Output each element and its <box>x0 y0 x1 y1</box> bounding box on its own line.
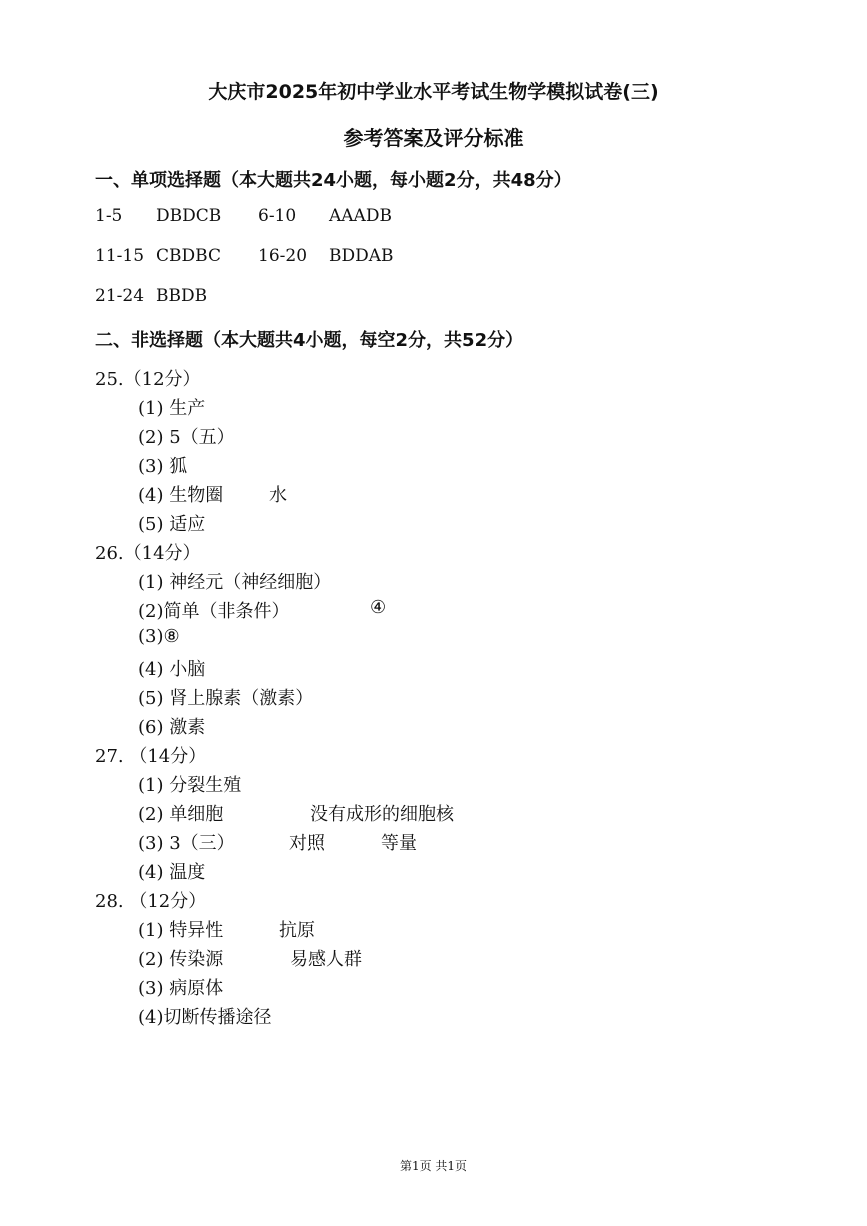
answer-line: (5) 肾上腺素（激素） <box>138 688 314 709</box>
question-title: 26.（14分） <box>95 543 201 564</box>
answer-line: 易感人群 <box>290 949 362 970</box>
answer-line: (1) 生产 <box>138 398 206 419</box>
mc-range: 11-15 <box>95 246 145 266</box>
answer-line: (1) 分裂生殖 <box>138 775 242 796</box>
answer-line: 等量 <box>381 833 417 854</box>
answer-line: (5) 适应 <box>138 514 206 535</box>
question-title: 28. （12分） <box>95 891 207 912</box>
answer-line: (3) 狐 <box>138 456 188 477</box>
section1-heading: 一、单项选择题（本大题共24小题，每小题2分，共48分） <box>95 170 572 191</box>
answer-line: (3) 3（三） <box>138 833 235 854</box>
answer-line: (1) 神经元（神经细胞） <box>138 572 332 593</box>
question-title: 27. （14分） <box>95 746 207 767</box>
document-subtitle: 参考答案及评分标准 <box>343 126 524 150</box>
mc-answers: CBDBC <box>156 246 221 266</box>
answer-line: (2) 单细胞 <box>138 804 224 825</box>
section2-heading: 二、非选择题（本大题共4小题，每空2分，共52分） <box>95 330 524 351</box>
answer-line: 抗原 <box>279 920 315 941</box>
answer-line: (2)简单（非条件） <box>138 601 290 622</box>
answer-line: 没有成形的细胞核 <box>310 804 454 825</box>
mc-range: 1-5 <box>95 206 123 226</box>
mc-range: 16-20 <box>258 246 308 266</box>
answer-line: 水 <box>269 485 287 506</box>
answer-line: (6) 激素 <box>138 717 206 738</box>
document-title: 大庆市2025年初中学业水平考试生物学模拟试卷(三) <box>208 81 659 103</box>
answer-line: ④ <box>370 597 387 618</box>
mc-range: 6-10 <box>258 206 297 226</box>
answer-line: (4) 温度 <box>138 862 206 883</box>
answer-line: (3)⑧ <box>138 626 180 647</box>
answer-line: (3) 病原体 <box>138 978 224 999</box>
mc-answers: DBDCB <box>156 206 222 226</box>
mc-answers: BDDAB <box>329 246 394 266</box>
answer-line: 对照 <box>289 833 325 854</box>
mc-answers: AAADB <box>329 206 392 226</box>
answer-line: (1) 特异性 <box>138 920 224 941</box>
mc-answers: BBDB <box>156 286 208 306</box>
answer-line: (4) 小脑 <box>138 659 206 680</box>
answer-line: (2) 传染源 <box>138 949 224 970</box>
question-title: 25.（12分） <box>95 369 201 390</box>
answer-line: (4) 生物圈 <box>138 485 224 506</box>
answer-line: (4)切断传播途径 <box>138 1007 272 1028</box>
mc-range: 21-24 <box>95 286 145 306</box>
page-number: 第1页 共1页 <box>399 1159 468 1173</box>
answer-line: (2) 5（五） <box>138 427 235 448</box>
